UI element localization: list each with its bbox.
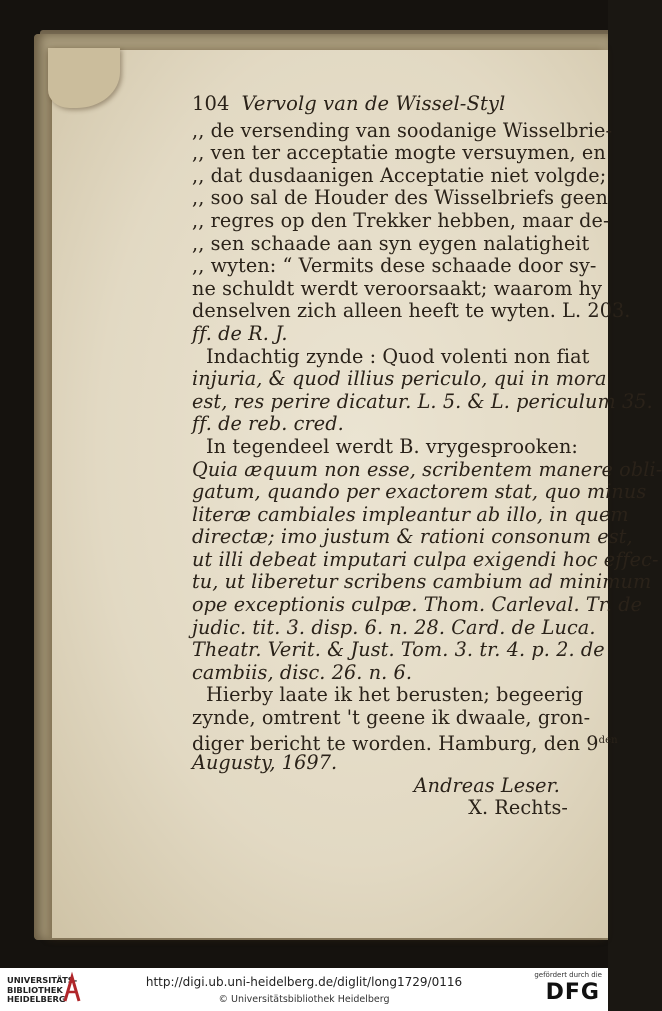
text-line: injuria, & quod illius periculo, qui in mora [192, 367, 607, 391]
text-line: denselven zich alleen heeft te wyten. L. 203. [192, 299, 631, 323]
permalink-url[interactable]: http://digi.ub.uni-heidelberg.de/diglit/long1729/0116 [145, 975, 463, 989]
date-superscript: den [598, 734, 618, 746]
text-line: ,, soo sal de Houder des Wisselbriefs geen [192, 186, 608, 210]
dfg-logo: DFG [545, 980, 600, 1005]
text-line: est, res perire dicatur. L. 5. & L. periculum 35. [192, 389, 653, 413]
text-line: Augusty, 1697. [192, 751, 338, 775]
running-head: Vervolg van de Wissel-Styl [241, 92, 506, 115]
page-text [192, 92, 662, 820]
text-line: Hierby laate ik het berusten; begeerig [206, 683, 584, 707]
page-number: 104 [192, 92, 230, 115]
library-line: BIBLIOTHEK [7, 984, 63, 995]
viewer-footer [0, 968, 608, 1011]
text-line: In tegendeel werdt B. vrygesprooken: [206, 434, 578, 458]
text-line: cambiis, disc. 26. n. 6. [192, 660, 413, 684]
text-line: ,, dat dusdaanigen Acceptatie niet volgde; [192, 163, 607, 187]
running-header [192, 93, 572, 116]
funder-note: gefördert durch die [534, 971, 602, 979]
text-line: ff. de R. J. [192, 321, 288, 345]
text-line: ,, ven ter acceptatie mogte versuymen, en [192, 141, 606, 165]
signature: Andreas Leser. [413, 773, 560, 797]
text-line: ,, sen schaade aan syn eygen nalatigheit [192, 231, 590, 255]
catchword: X. Rechts- [468, 796, 568, 820]
date-line-text: diger bericht te worden. Hamburg, den 9 [192, 731, 599, 755]
text-line: literæ cambiales impleantur ab illo, in quem [192, 502, 629, 526]
text-line: zynde, omtrent 't geene ik dwaale, gron- [192, 706, 591, 730]
text-line: Theatr. Verit. & Just. Tom. 3. tr. 4. p. 2. de [192, 638, 605, 662]
copyright-notice: © Universitätsbibliothek Heidelberg [218, 994, 390, 1005]
text-line: Quia æquum non esse, scribentem manere obli- [192, 457, 662, 481]
text-line: Indachtig zynde : Quod volenti non fiat [206, 344, 590, 368]
library-line: UNIVERSITÄTS- [7, 975, 78, 985]
text-line [192, 730, 618, 755]
text-line: judic. tit. 3. disp. 6. n. 28. Card. de Luca. [192, 615, 596, 639]
text-line: ,, regres op den Trekker hebben, maar de- [192, 208, 610, 232]
text-line: ,, wyten: “ Vermits dese schaade door sy- [192, 254, 597, 278]
library-line: HEIDELBERG [7, 994, 66, 1005]
text-line: directæ; imo justum & rationi consonum est, [192, 525, 633, 549]
text-line: ne schuldt werdt veroorsaakt; waarom hy [192, 276, 603, 300]
text-line: tu, ut liberetur scribens cambium ad minimum [192, 570, 652, 594]
text-line: ut illi debeat imputari culpa exigendi hoc effec- [192, 547, 659, 571]
text-line: gatum, quando per exactorem stat, quo minus [192, 480, 647, 504]
text-line: ope exceptionis culpæ. Thom. Carleval. Tr. de [192, 593, 643, 617]
text-line: ,, de versending van soodanige Wisselbrie- [192, 118, 613, 142]
text-line: ff. de reb. cred. [192, 412, 344, 436]
